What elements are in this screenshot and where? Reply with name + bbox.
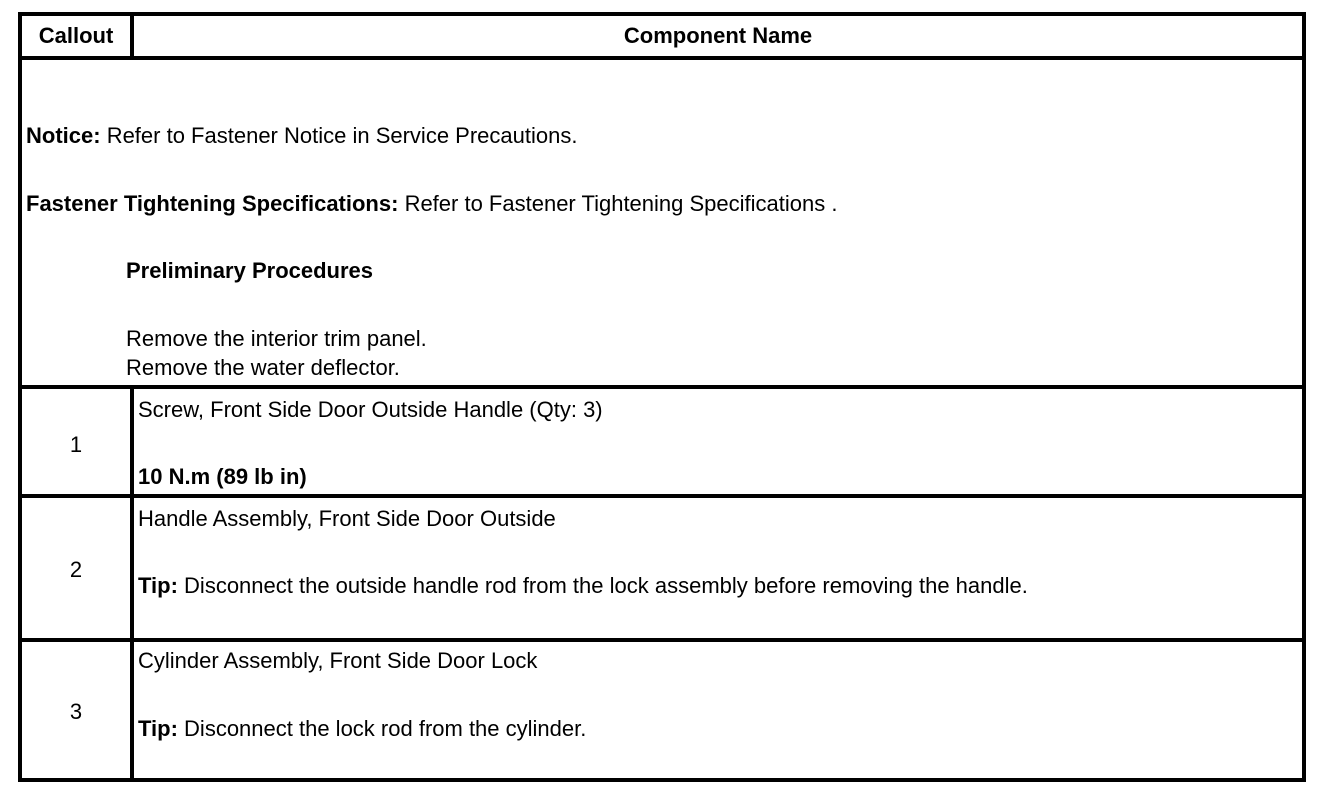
component-name: Screw, Front Side Door Outside Handle (Qty: 3) (138, 397, 603, 422)
row-1-column-divider (130, 389, 134, 494)
callout-number: 3 (69, 699, 83, 724)
callout-number: 1 (69, 432, 83, 457)
tip-label: Tip: (138, 573, 178, 598)
tip-label: Tip: (138, 716, 178, 741)
preliminary-procedures-heading: Preliminary Procedures (126, 258, 374, 283)
tip-line (138, 573, 1028, 599)
tip-text: Disconnect the outside handle rod from the lock assembly before removing the handle. (184, 573, 1028, 598)
tip-text: Disconnect the lock rod from the cylinder. (184, 716, 587, 741)
fastener-spec-text: Refer to Fastener Tightening Specifications . (404, 191, 838, 216)
fastener-spec-line (26, 191, 837, 217)
preliminary-step: Remove the water deflector. (126, 355, 400, 380)
fastener-spec-label: Fastener Tightening Specifications: (26, 191, 399, 216)
tip-line (138, 716, 586, 742)
header-callout: Callout (38, 23, 114, 48)
torque-value: 10 N.m (89 lb in) (138, 464, 307, 489)
header-divider (22, 56, 1302, 60)
row-2-divider (22, 638, 1302, 642)
component-name: Handle Assembly, Front Side Door Outside (138, 506, 556, 531)
preliminary-step: Remove the interior trim panel. (126, 326, 427, 351)
row-3-column-divider (130, 642, 134, 778)
callout-number: 2 (69, 557, 83, 582)
notice-text: Refer to Fastener Notice in Service Precautions. (106, 123, 578, 148)
row-1-divider (22, 494, 1302, 498)
component-table (18, 12, 1306, 782)
notice-label: Notice: (26, 123, 101, 148)
header-component-name: Component Name (623, 23, 813, 48)
component-name: Cylinder Assembly, Front Side Door Lock (138, 648, 538, 673)
row-2-column-divider (130, 498, 134, 638)
preface-divider (22, 385, 1302, 389)
notice-line (26, 123, 577, 149)
